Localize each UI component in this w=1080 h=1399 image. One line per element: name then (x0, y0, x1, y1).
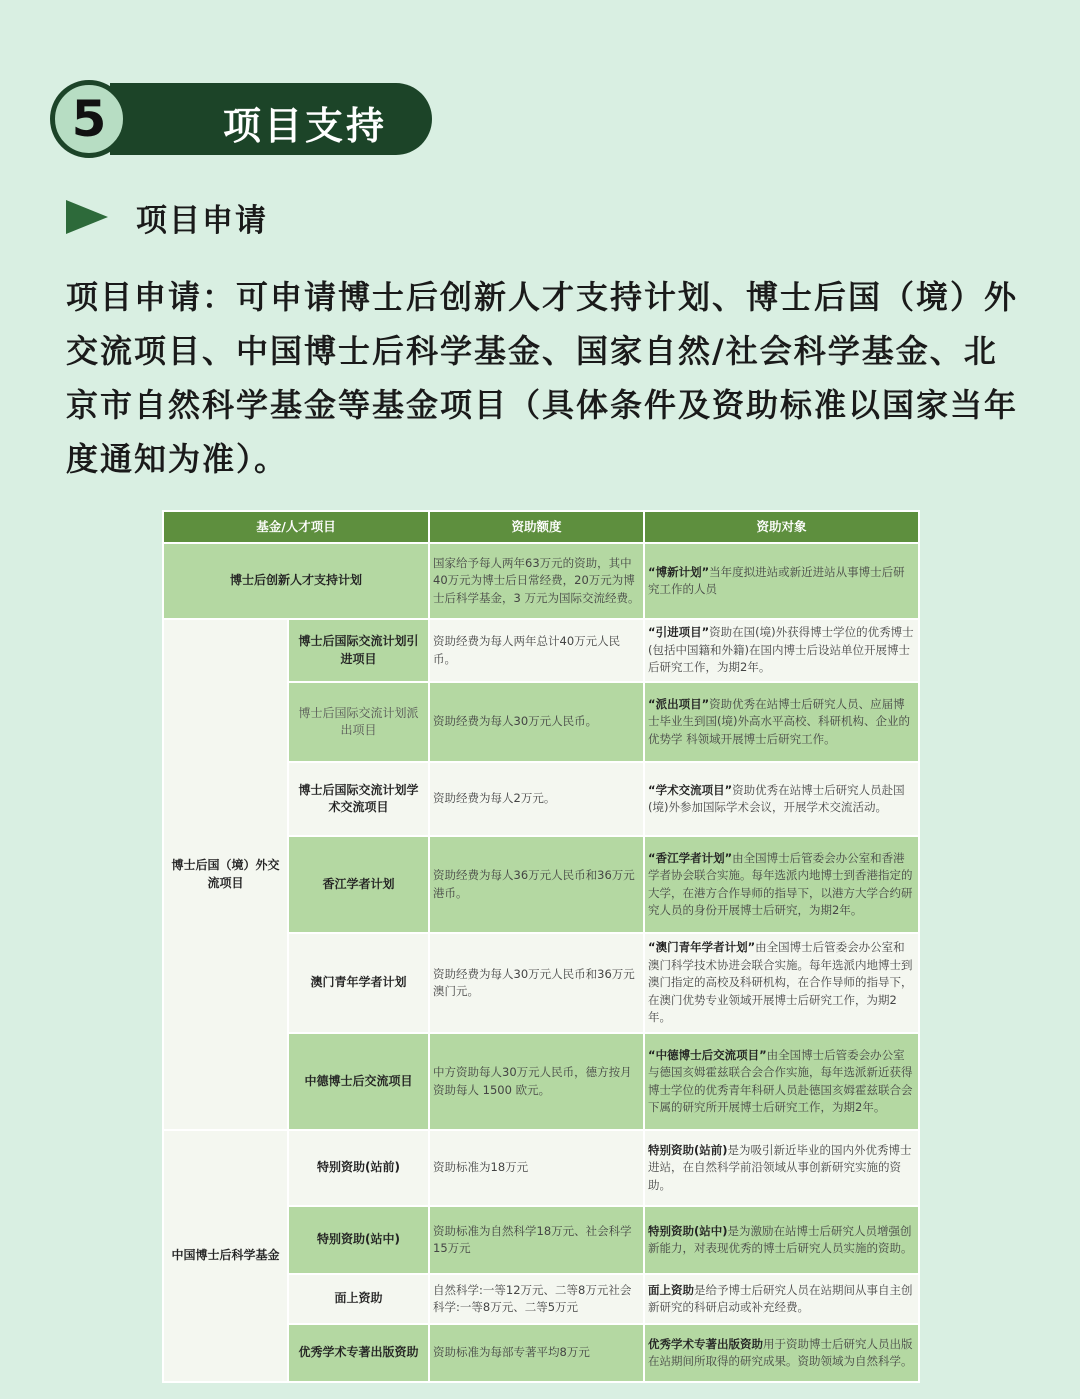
target-highlight: 特别资助(站前) (648, 1142, 728, 1157)
target-text: 资助优秀在站博士后研究人员、应届博士毕业生到国(境)外高水平高校、科研机构、企业的优势学 科领域开展博士后研究工作。 (648, 696, 910, 746)
target-highlight: “博新计划” (648, 564, 710, 579)
amount-cell: 中方资助每人30万元人民币，德方按月资助每人 1500 欧元。 (429, 1033, 644, 1130)
header-target: 资助对象 (644, 511, 919, 543)
subheading-title: 项目申请 (136, 202, 268, 239)
amount-cell: 自然科学:一等12万元、二等8万元社会科学:一等8万元、二等5万元 (429, 1274, 644, 1324)
target-text: 由全国博士后管委会办公室与德国亥姆霍兹联合会合作实施，每年选派新近获得博士学位的优秀青年科研人员赴德国亥姆霍兹联合会下属的研究所开展博士后研究工作，为期2年。 (648, 1047, 913, 1114)
target-highlight: “学术交流项目” (648, 782, 733, 797)
target-highlight: 优秀学术专著出版资助 (648, 1336, 764, 1351)
section-title: 项目支持 (223, 104, 388, 148)
section-number-badge (50, 80, 128, 158)
target-cell (644, 1130, 919, 1206)
project-name: 中德博士后交流项目 (288, 1033, 429, 1130)
project-name: 澳门青年学者计划 (288, 933, 429, 1033)
target-text: 是给予博士后研究人员在站期间从事自主创新研究的科研启动或补充经费。 (648, 1282, 913, 1314)
target-text: 由全国博士后管委会办公室和澳门科学技术协进会联合实施。每年选派内地博士到澳门指定的高校及科研机构，在合作导师的指导下，在澳门优势专业领域开展博士后研究工作，为期2年。 (648, 940, 913, 1025)
target-text: 由全国博士后管委会办公室和香港学者协会联合实施。每年选派内地博士到香港指定的大学，在港方合作导师的指导下，以港方大学合约研究人员的身份开展博士后研究，为期2年。 (648, 850, 913, 917)
amount-cell: 资助标准为自然科学18万元、社会科学15万元 (429, 1206, 644, 1274)
target-cell (644, 682, 919, 762)
amount-cell: 资助标准为每部专著平均8万元 (429, 1324, 644, 1382)
table-row (163, 1130, 919, 1206)
group-label-exchange: 博士后国（境）外交流项目 (163, 619, 288, 1130)
project-name: 博士后国际交流计划引进项目 (288, 619, 429, 682)
table-row (163, 619, 919, 682)
project-name: 特别资助(站中) (288, 1206, 429, 1274)
target-text: 是为吸引新近毕业的国内外优秀博士进站，在自然科学前沿领域从事创新研究实施的资助。 (648, 1142, 912, 1192)
amount-cell: 资助经费为每人30万元人民币。 (429, 682, 644, 762)
target-cell (644, 543, 919, 619)
project-name: 特别资助(站前) (288, 1130, 429, 1206)
section-header (50, 80, 388, 157)
header-project: 基金/人才项目 (163, 511, 429, 543)
table-header-row (163, 511, 919, 543)
target-text: 用于资助博士后研究人员出版在站期间所取得的研究成果。资助领域为自然科学。 (648, 1336, 913, 1368)
target-highlight: “引进项目” (648, 625, 710, 640)
funding-table (162, 510, 920, 1383)
project-name: 博士后创新人才支持计划 (163, 543, 429, 619)
target-cell (644, 1206, 919, 1274)
target-text: 资助在国(境)外获得博士学位的优秀博士(包括中国籍和外籍)在国内博士后设站单位开展博士后研究工作，为期2年。 (648, 625, 914, 675)
project-name: 面上资助 (288, 1274, 429, 1324)
project-name: 博士后国际交流计划派出项目 (288, 682, 429, 762)
target-highlight: 特别资助(站中) (648, 1223, 728, 1238)
section-number: 5 (71, 90, 107, 148)
target-text: 当年度拟进站或新近进站从事博士后研究工作的人员 (648, 564, 905, 596)
amount-cell: 资助经费为每人两年总计40万元人民币。 (429, 619, 644, 682)
group-label-fund: 中国博士后科学基金 (163, 1130, 288, 1382)
target-cell (644, 619, 919, 682)
amount-cell: 资助标准为18万元 (429, 1130, 644, 1206)
target-highlight: “香江学者计划” (648, 850, 733, 865)
header-amount: 资助额度 (429, 511, 644, 543)
amount-cell: 资助经费为每人2万元。 (429, 762, 644, 836)
amount-cell: 国家给予每人两年63万元的资助，其中40万元为博士后日常经费，20万元为博士后科学基金，3 万元为国际交流经费。 (429, 543, 644, 619)
target-cell (644, 1274, 919, 1324)
target-cell (644, 836, 919, 933)
target-cell (644, 1033, 919, 1130)
target-cell (644, 762, 919, 836)
project-name: 香江学者计划 (288, 836, 429, 933)
target-cell (644, 1324, 919, 1382)
target-highlight: 面上资助 (648, 1282, 695, 1297)
subheading (66, 196, 268, 238)
intro-paragraph: 项目申请：可申请博士后创新人才支持计划、博士后国（境）外交流项目、中国博士后科学基金、国家自然/社会科学基金、北京市自然科学基金等基金项目（具体条件及资助标准以国家当年度通知为准）。 (66, 278, 1019, 478)
target-cell (644, 933, 919, 1033)
arrow-right-icon (66, 200, 108, 234)
target-highlight: “澳门青年学者计划” (648, 940, 756, 955)
table-row (163, 543, 919, 619)
amount-cell: 资助经费为每人30万元人民币和36万元澳门元。 (429, 933, 644, 1033)
target-highlight: “派出项目” (648, 696, 710, 711)
section-title-bar (110, 83, 432, 155)
target-text: 是为激励在站博士后研究人员增强创新能力，对表现优秀的博士后研究人员实施的资助。 (648, 1223, 913, 1255)
target-highlight: “中德博士后交流项目” (648, 1047, 767, 1062)
amount-cell: 资助经费为每人36万元人民币和36万元港币。 (429, 836, 644, 933)
project-name: 博士后国际交流计划学术交流项目 (288, 762, 429, 836)
project-name: 优秀学术专著出版资助 (288, 1324, 429, 1382)
target-text: 资助优秀在站博士后研究人员赴国(境)外参加国际学术会议，开展学术交流活动。 (648, 782, 905, 814)
